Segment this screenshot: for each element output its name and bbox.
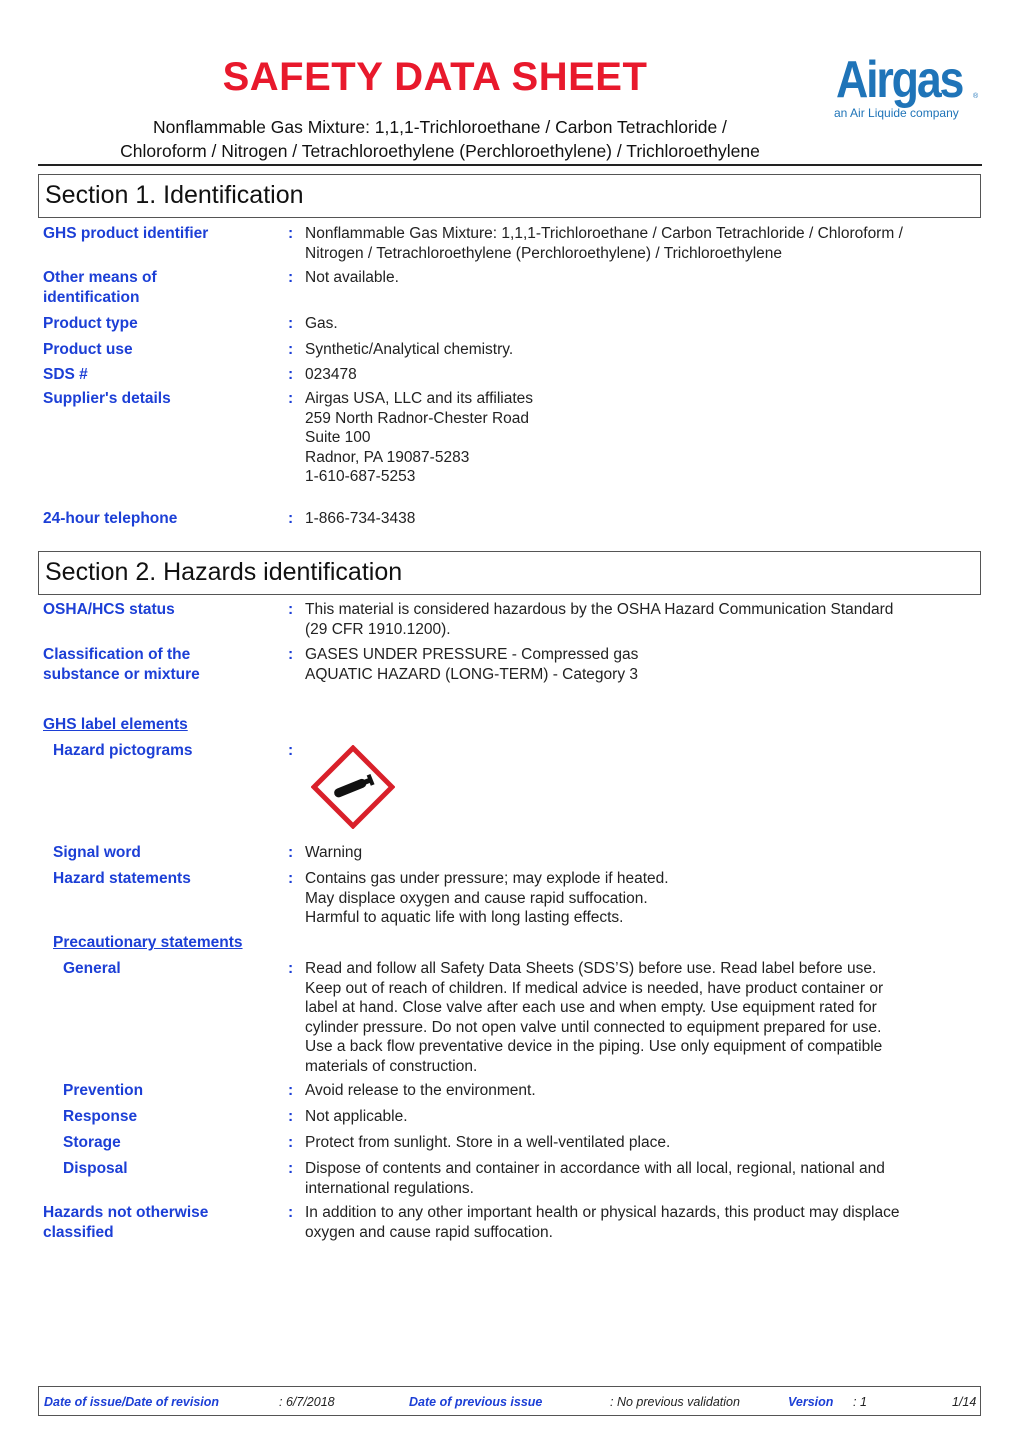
- footer-previous-issue-label: Date of previous issue: [409, 1395, 543, 1409]
- field-colon: :: [288, 1204, 294, 1221]
- field-label: Storage: [63, 1134, 121, 1151]
- value-line: 259 North Radnor-Chester Road: [305, 409, 530, 427]
- label-line: Hazards not otherwise: [43, 1204, 209, 1221]
- field-value: 023478: [305, 366, 357, 383]
- ghs-label-elements-link: GHS label elements: [43, 716, 188, 733]
- value-line: oxygen and cause rapid suffocation.: [305, 1223, 553, 1241]
- value-line: label at hand. Close valve after each use and when empty. Use equipment rated for: [305, 999, 877, 1017]
- field-label: Product type: [43, 315, 138, 332]
- value-line: international regulations.: [305, 1179, 474, 1197]
- label-line: substance or mixture: [43, 665, 200, 683]
- label-line: Other means of: [43, 269, 157, 286]
- field-value: [305, 1159, 985, 1198]
- field-value: Protect from sunlight. Store in a well-ventilated place.: [305, 1134, 671, 1151]
- field-label: Prevention: [63, 1082, 144, 1099]
- field-colon: :: [288, 960, 294, 977]
- field-label: OSHA/HCS status: [43, 601, 175, 618]
- label-line: identification: [43, 288, 140, 306]
- field-value: Gas.: [305, 315, 338, 332]
- field-value: [305, 959, 985, 1077]
- field-colon: :: [288, 1160, 294, 1177]
- field-value: [305, 645, 985, 684]
- header-divider: [38, 164, 982, 166]
- field-label: Disposal: [63, 1160, 128, 1177]
- field-label: Hazard pictograms: [53, 742, 193, 759]
- field-label: SDS #: [43, 366, 88, 383]
- section-2-header: [38, 551, 981, 595]
- field-label: Supplier's details: [43, 390, 171, 407]
- field-label: Product use: [43, 341, 133, 358]
- field-colon: :: [288, 366, 294, 383]
- section-1-header: [38, 174, 981, 218]
- field-colon: :: [288, 870, 294, 887]
- field-colon: :: [288, 646, 294, 663]
- footer-previous-issue-value: : No previous validation: [610, 1395, 740, 1409]
- value-line: May displace oxygen and cause rapid suffocation.: [305, 889, 648, 907]
- value-line: Nitrogen / Tetrachloroethylene (Perchloroethylene) / Trichloroethylene: [305, 244, 783, 262]
- field-colon: :: [288, 341, 294, 358]
- precautionary-statements-link: Precautionary statements: [53, 934, 243, 951]
- section-2-title: Section 2. Hazards identification: [45, 558, 403, 586]
- field-colon: :: [288, 225, 294, 242]
- field-label: [43, 268, 157, 307]
- value-line: Keep out of reach of children. If medical advice is needed, have product container or: [305, 979, 884, 997]
- field-colon: :: [288, 390, 294, 407]
- field-label: General: [63, 960, 121, 977]
- field-colon: :: [288, 601, 294, 618]
- field-label: Signal word: [53, 844, 141, 861]
- logo-wordmark: Airgas: [836, 51, 963, 109]
- field-value: Avoid release to the environment.: [305, 1082, 536, 1099]
- field-value: [305, 1203, 985, 1242]
- field-value: [305, 224, 985, 263]
- field-colon: :: [288, 742, 294, 759]
- value-line: Dispose of contents and container in accordance with all local, regional, national and: [305, 1160, 885, 1177]
- gas-cylinder-icon: [311, 745, 395, 829]
- value-line: Radnor, PA 19087-5283: [305, 448, 470, 466]
- value-line: In addition to any other important health or physical hazards, this product may displace: [305, 1204, 900, 1221]
- field-value: Not applicable.: [305, 1108, 408, 1125]
- footer-version-label: Version: [788, 1395, 834, 1409]
- value-line: Contains gas under pressure; may explode if heated.: [305, 870, 669, 887]
- value-line: This material is considered hazardous by the OSHA Hazard Communication Standard: [305, 601, 894, 618]
- page-footer: [38, 1386, 981, 1416]
- value-line: materials of construction.: [305, 1057, 478, 1075]
- value-line: GASES UNDER PRESSURE - Compressed gas: [305, 646, 639, 663]
- field-colon: :: [288, 269, 294, 286]
- section-1-title: Section 1. Identification: [45, 181, 304, 209]
- document-title: SAFETY DATA SHEET: [222, 55, 648, 99]
- value-line: AQUATIC HAZARD (LONG-TERM) - Category 3: [305, 665, 639, 683]
- footer-page-number: 1/14: [952, 1395, 977, 1409]
- value-line: (29 CFR 1910.1200).: [305, 620, 451, 638]
- field-colon: :: [288, 1082, 294, 1099]
- product-name-line: Nonflammable Gas Mixture: 1,1,1-Trichloroethane / Carbon Tetrachloride /: [153, 117, 727, 137]
- field-colon: :: [288, 315, 294, 332]
- footer-issue-value: : 6/7/2018: [279, 1395, 335, 1409]
- field-label: GHS product identifier: [43, 225, 209, 242]
- value-line: Harmful to aquatic life with long lasting effects.: [305, 909, 624, 927]
- value-line: Suite 100: [305, 429, 371, 447]
- field-colon: :: [288, 1134, 294, 1151]
- field-label: Response: [63, 1108, 138, 1125]
- label-line: Classification of the: [43, 646, 191, 663]
- field-label: Hazard statements: [53, 870, 191, 887]
- footer-issue-label: Date of issue/Date of revision: [44, 1395, 220, 1409]
- field-label: [43, 1203, 208, 1242]
- product-name: [40, 115, 840, 163]
- field-colon: :: [288, 1108, 294, 1125]
- value-line: Nonflammable Gas Mixture: 1,1,1-Trichloroethane / Carbon Tetrachloride / Chloroform /: [305, 225, 903, 242]
- value-line: Use a back flow preventative device in the piping. Use only equipment of compatible: [305, 1038, 883, 1056]
- field-value: [305, 869, 985, 928]
- label-line: classified: [43, 1223, 114, 1241]
- field-label: 24-hour telephone: [43, 510, 178, 527]
- field-value: [305, 600, 985, 639]
- value-line: cylinder pressure. Do not open valve until connected to equipment prepared for use.: [305, 1018, 882, 1036]
- field-colon: :: [288, 844, 294, 861]
- field-value: [305, 389, 985, 487]
- field-value: 1-866-734-3438: [305, 510, 416, 527]
- value-line: Airgas USA, LLC and its affiliates: [305, 390, 534, 407]
- field-value: Synthetic/Analytical chemistry.: [305, 341, 514, 358]
- logo-tagline: an Air Liquide company: [834, 106, 959, 120]
- field-value: Warning: [305, 844, 363, 861]
- logo-registered-mark: ®: [973, 93, 979, 100]
- value-line: Read and follow all Safety Data Sheets (SDS’S) before use. Read label before use.: [305, 960, 877, 977]
- product-name-line: Chloroform / Nitrogen / Tetrachloroethylene (Perchloroethylene) / Trichloroethylene: [120, 141, 760, 161]
- value-line: 1-610-687-5253: [305, 468, 416, 486]
- airgas-logo: [832, 51, 982, 126]
- field-value: Not available.: [305, 269, 399, 286]
- field-colon: :: [288, 510, 294, 527]
- footer-version-value: : 1: [853, 1395, 867, 1409]
- field-label: [43, 645, 200, 684]
